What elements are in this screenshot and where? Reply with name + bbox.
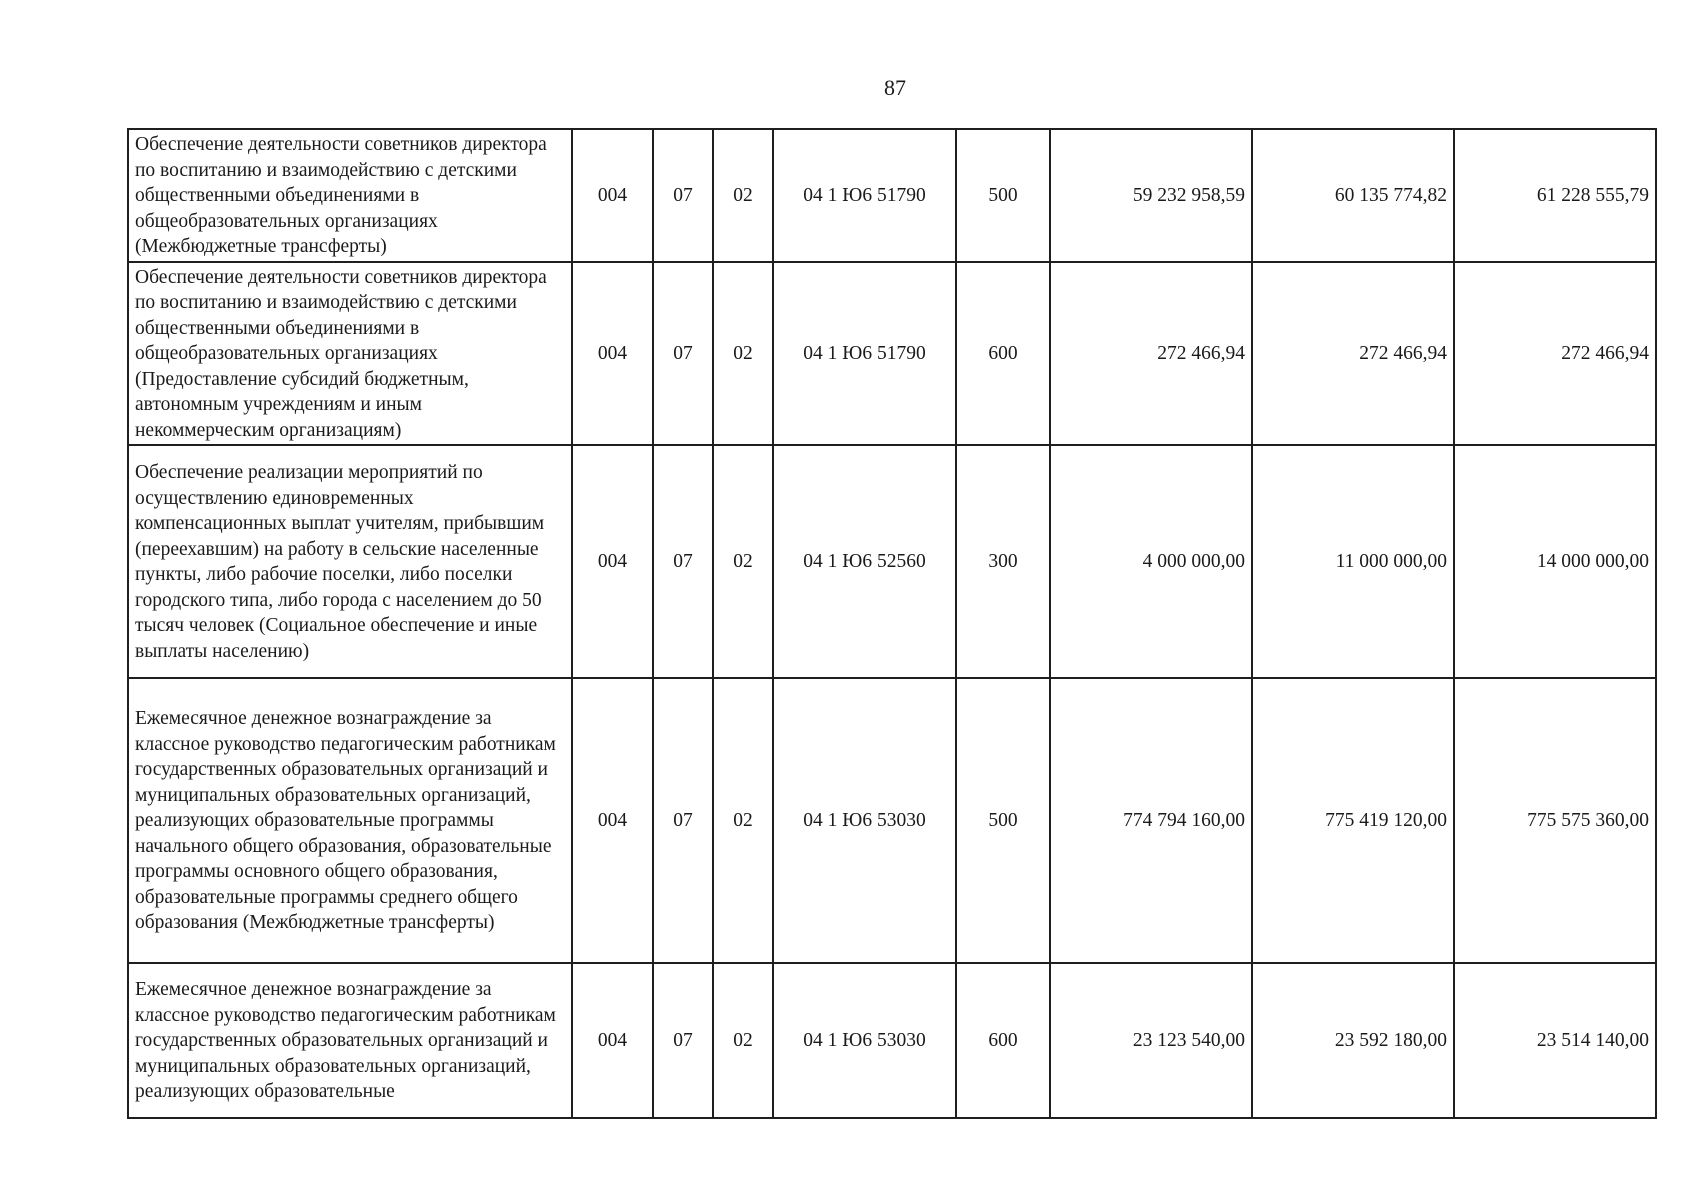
amount-year-3: 61 228 555,79 — [1454, 129, 1656, 262]
row-description: Ежемесячное денежное вознаграждение за классное руководство педагогическим работникам государственных образовательных организаций и муниципальных образовательных организаций, реализующих образовательные программы начального общего образования, образовательные программы основного общего образования, образовательные программы среднего общего образования (Межбюджетные трансферты) — [128, 678, 572, 963]
target-article-code: 04 1 Ю6 52560 — [773, 445, 956, 678]
target-article-code: 04 1 Ю6 51790 — [773, 129, 956, 262]
ministry-code: 004 — [572, 129, 653, 262]
target-article-code: 04 1 Ю6 53030 — [773, 963, 956, 1118]
section-code: 07 — [653, 262, 713, 446]
target-article-code: 04 1 Ю6 51790 — [773, 262, 956, 446]
subsection-code: 02 — [713, 678, 773, 963]
amount-year-3: 272 466,94 — [1454, 262, 1656, 446]
section-code: 07 — [653, 445, 713, 678]
ministry-code: 004 — [572, 262, 653, 446]
expense-type-code: 500 — [956, 129, 1050, 262]
ministry-code: 004 — [572, 678, 653, 963]
expense-type-code: 600 — [956, 963, 1050, 1118]
subsection-code: 02 — [713, 445, 773, 678]
row-description: Обеспечение реализации мероприятий по осуществлению единовременных компенсационных выплат учителям, прибывшим (переехавшим) на работу в сельские населенные пункты, либо рабочие поселки, либо поселки городского типа, либо города с населением до 50 тысяч человек (Социальное обеспечение и иные выплаты населению) — [128, 445, 572, 678]
table-row — [128, 129, 1656, 262]
amount-year-2: 775 419 120,00 — [1252, 678, 1454, 963]
section-code: 07 — [653, 129, 713, 262]
budget-table — [127, 128, 1657, 1119]
amount-year-1: 23 123 540,00 — [1050, 963, 1252, 1118]
target-article-code: 04 1 Ю6 53030 — [773, 678, 956, 963]
amount-year-1: 4 000 000,00 — [1050, 445, 1252, 678]
row-description: Ежемесячное денежное вознаграждение за классное руководство педагогическим работникам государственных образовательных организаций и муниципальных образовательных организаций, реализующих образовательные — [128, 963, 572, 1118]
expense-type-code: 600 — [956, 262, 1050, 446]
amount-year-2: 11 000 000,00 — [1252, 445, 1454, 678]
section-code: 07 — [653, 963, 713, 1118]
table-row — [128, 445, 1656, 678]
amount-year-1: 59 232 958,59 — [1050, 129, 1252, 262]
ministry-code: 004 — [572, 445, 653, 678]
amount-year-2: 23 592 180,00 — [1252, 963, 1454, 1118]
table-row — [128, 262, 1656, 446]
section-code: 07 — [653, 678, 713, 963]
amount-year-1: 774 794 160,00 — [1050, 678, 1252, 963]
subsection-code: 02 — [713, 262, 773, 446]
expense-type-code: 500 — [956, 678, 1050, 963]
amount-year-3: 775 575 360,00 — [1454, 678, 1656, 963]
amount-year-3: 14 000 000,00 — [1454, 445, 1656, 678]
amount-year-1: 272 466,94 — [1050, 262, 1252, 446]
row-description: Обеспечение деятельности советников директора по воспитанию и взаимодействию с детскими общественными объединениями в общеобразовательных организациях (Межбюджетные трансферты) — [128, 129, 572, 262]
amount-year-2: 272 466,94 — [1252, 262, 1454, 446]
table-row — [128, 678, 1656, 963]
page-number: 87 — [884, 75, 906, 100]
row-description: Обеспечение деятельности советников директора по воспитанию и взаимодействию с детскими общественными объединениями в общеобразовательных организациях (Предоставление субсидий бюджетным, автономным учреждениям и иным некоммерческим организациям) — [128, 262, 572, 446]
amount-year-3: 23 514 140,00 — [1454, 963, 1656, 1118]
subsection-code: 02 — [713, 963, 773, 1118]
amount-year-2: 60 135 774,82 — [1252, 129, 1454, 262]
subsection-code: 02 — [713, 129, 773, 262]
ministry-code: 004 — [572, 963, 653, 1118]
table-row — [128, 963, 1656, 1118]
expense-type-code: 300 — [956, 445, 1050, 678]
